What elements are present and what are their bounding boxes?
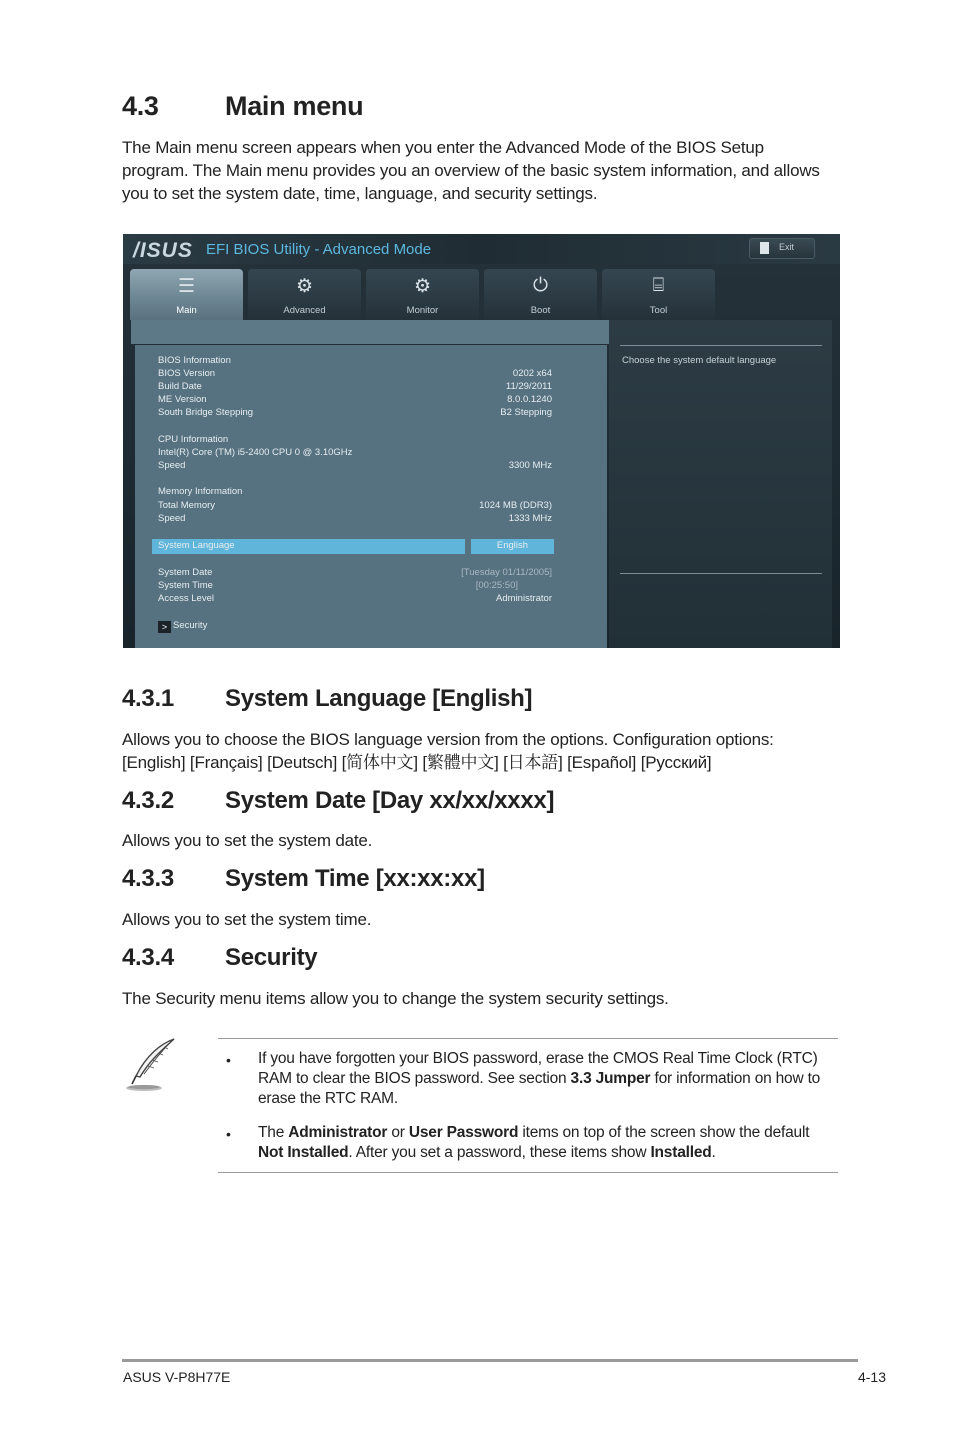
feather-pen-icon	[122, 1036, 180, 1094]
bullet: •	[226, 1052, 231, 1068]
help-divider	[620, 345, 822, 346]
help-divider	[620, 573, 822, 574]
total-memory-value: 1024 MB (DDR3)	[479, 500, 552, 511]
exit-icon	[760, 242, 769, 254]
system-time-label[interactable]: System Time	[158, 580, 213, 591]
section-intro: The Main menu screen appears when you enter the Advanced Mode of the BIOS Setup program. The Main menu provides you an overview of the basic system information, and allows you to set the system date, time, language, and security settings.	[122, 138, 820, 203]
sb-stepping-value: B2 Stepping	[500, 407, 552, 418]
cpu-info-heading: CPU Information	[158, 434, 229, 445]
bios-version-value: 0202 x64	[512, 368, 552, 379]
note-bottom-rule	[218, 1172, 838, 1173]
system-date-value[interactable]: [Tuesday 01/11/2005]	[461, 567, 552, 578]
submenu-arrow-icon: >	[158, 621, 171, 633]
list-icon: ☰	[177, 276, 196, 297]
time-description: Allows you to set the system time.	[122, 910, 372, 929]
build-date-value: 11/29/2011	[505, 381, 552, 392]
total-memory-label: Total Memory	[158, 500, 216, 511]
system-language-label[interactable]: System Language	[158, 540, 235, 551]
asus-logo: /ISUS	[133, 239, 193, 262]
exit-label: Exit	[779, 242, 795, 252]
sb-stepping-label: South Bridge Stepping	[158, 407, 254, 418]
bios-app-title: EFI BIOS Utility - Advanced Mode	[206, 241, 432, 258]
tab-advanced[interactable]	[248, 269, 361, 320]
system-language-value[interactable]: English	[496, 540, 529, 551]
security-description: The Security menu items allow you to change the system security settings.	[122, 989, 669, 1008]
page-number: 4-13	[857, 1369, 886, 1385]
subsection-heading-time: 4.3.3 System Time [xx:xx:xx]	[122, 865, 485, 892]
tool-icon: ⌸	[652, 275, 665, 296]
tab-label: Monitor	[406, 305, 439, 316]
note-top-rule	[218, 1038, 838, 1039]
access-level-value: Administrator	[496, 593, 552, 604]
tab-tool[interactable]	[602, 269, 715, 320]
footer-product: ASUS V-P8H77E	[123, 1369, 231, 1385]
tab-label: Advanced	[283, 305, 326, 316]
security-menu-item[interactable]: Security	[173, 620, 208, 631]
subsection-heading-security: 4.3.4 Security	[122, 944, 318, 971]
tab-monitor[interactable]	[366, 269, 479, 320]
bios-info-heading: BIOS Information	[158, 355, 231, 366]
note-bullet-2: The Administrator or User Password items on top of the screen show the default Not Installed. After you set a password, these items show Installed.	[258, 1124, 810, 1161]
memory-info-heading: Memory Information	[158, 486, 243, 497]
cpu-name: Intel(R) Core (TM) i5-2400 CPU 0 @ 3.10GHz	[158, 447, 353, 458]
bios-version-label: BIOS Version	[158, 368, 216, 379]
me-version-label: ME Version	[158, 394, 207, 405]
date-description: Allows you to set the system date.	[122, 831, 373, 850]
subsection-heading-language: 4.3.1 System Language [English]	[122, 685, 533, 712]
tab-main[interactable]	[130, 269, 243, 320]
language-options: [English] [Français] [Deutsch] [简体中文] [繁體中文] [日本語] [Español] [Русский]	[122, 753, 712, 772]
tab-label: Main	[176, 305, 197, 316]
help-text: Choose the system default language	[622, 355, 777, 366]
footer-rule	[122, 1359, 858, 1362]
advanced-icon: ⚙	[295, 276, 314, 297]
memory-speed-value: 1333 MHz	[508, 513, 552, 524]
memory-speed-label: Speed	[158, 513, 186, 524]
system-time-value[interactable]: [00:25:50]	[475, 580, 518, 591]
build-date-label: Build Date	[158, 381, 202, 392]
access-level-label: Access Level	[158, 593, 214, 604]
me-version-value: 8.0.0.1240	[507, 394, 552, 405]
note-bullet-1: If you have forgotten your BIOS password, erase the CMOS Real Time Clock (RTC) RAM to clear the BIOS password. See section 3.3 Jumper for information on how to erase the RTC RAM.	[258, 1050, 821, 1107]
cpu-speed-value: 3300 MHz	[508, 460, 552, 471]
subsection-heading-date: 4.3.2 System Date [Day xx/xx/xxxx]	[122, 787, 555, 814]
system-date-label[interactable]: System Date	[158, 567, 213, 578]
section-heading: 4.3 Main menu	[122, 91, 364, 121]
tab-boot[interactable]	[484, 269, 597, 320]
language-description: Allows you to choose the BIOS language version from the options. Configuration options:	[122, 730, 774, 749]
tab-label: Tool	[649, 305, 668, 316]
bullet: •	[226, 1126, 231, 1142]
monitor-icon: ⚙	[413, 276, 432, 297]
exit-button[interactable]	[749, 238, 815, 259]
bios-help-panel	[609, 320, 832, 648]
tab-label: Boot	[530, 305, 551, 316]
cpu-speed-label: Speed	[158, 460, 186, 471]
bios-screenshot	[123, 234, 840, 648]
power-icon: ⏻	[532, 275, 549, 296]
